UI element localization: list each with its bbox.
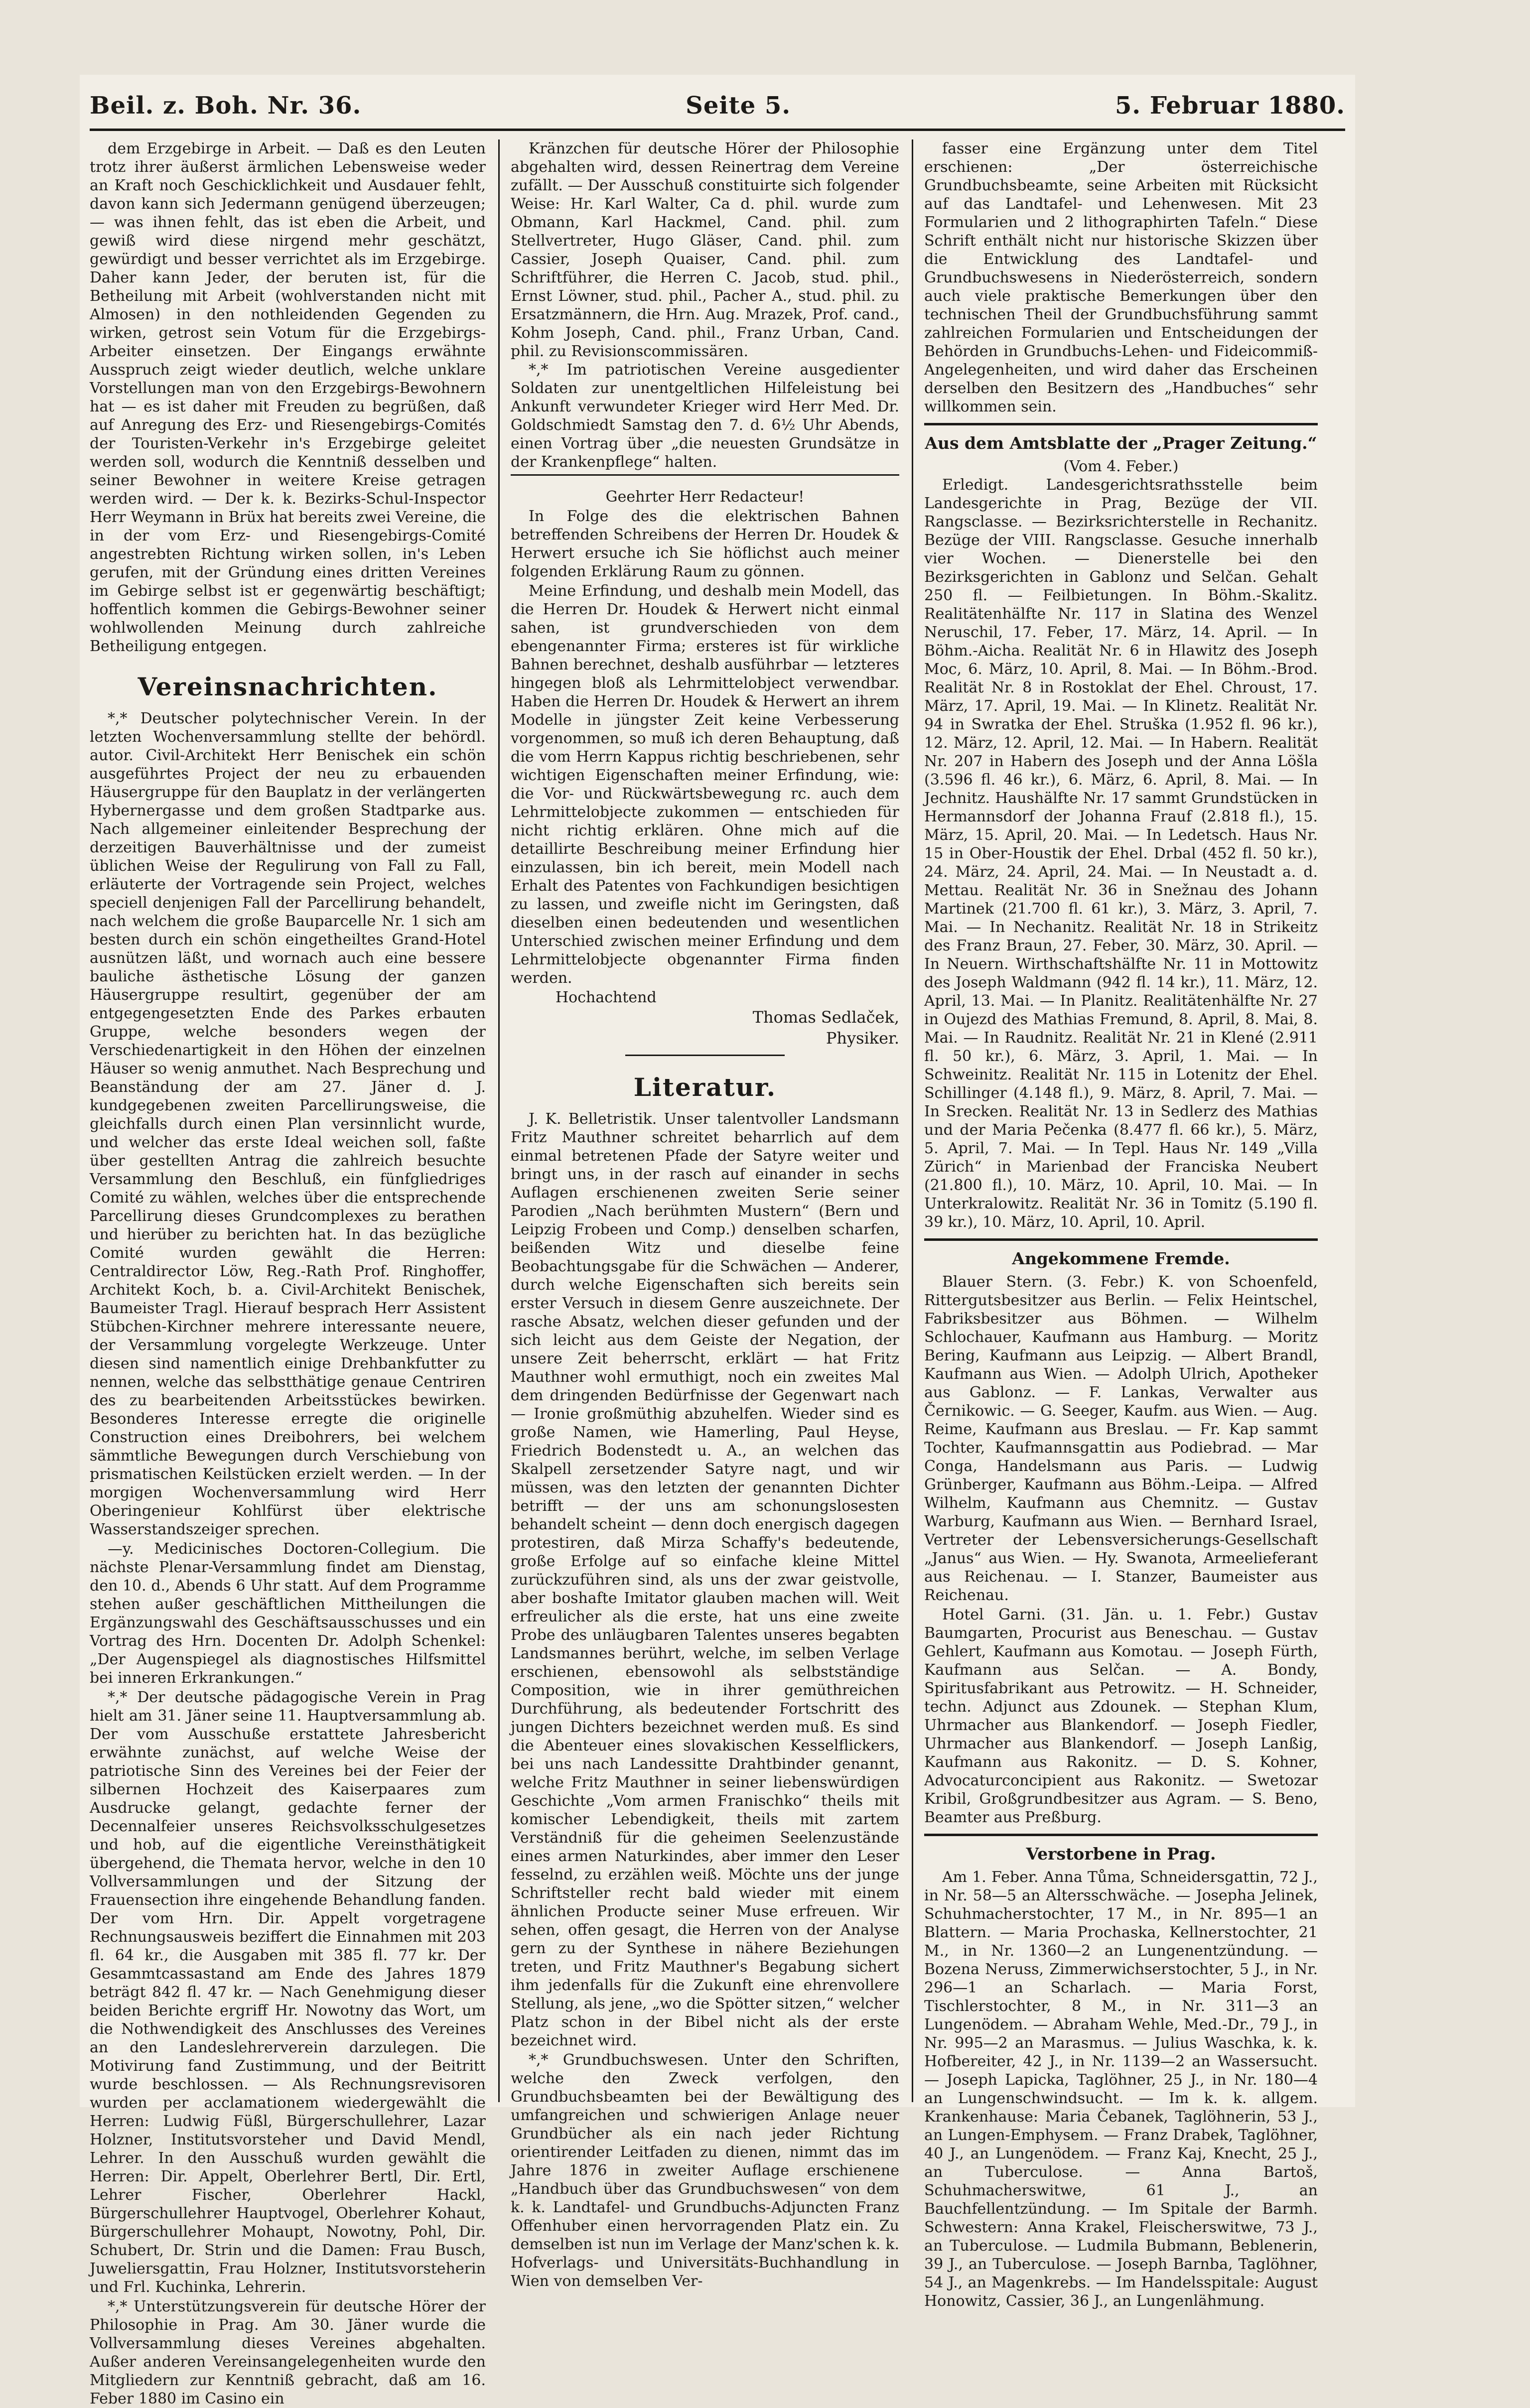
columns <box>90 139 1345 2408</box>
article-patriotischer-verein: *,* Im patriotischen Vereine ausgedienter Soldaten zur unentgeltlichen Hilfeleistung bei Ankunft verwundeter Krieger wird Herr Med. Dr. Goldschmiedt Samstag den 7. d. 6½ Uhr Abends, einen Vortrag über „die neuesten Grundsätze in der Krankenpflege“ halten. <box>511 361 899 471</box>
notice-patriotischer-verein <box>511 361 899 476</box>
letter-paragraph-2: Meine Erfindung, und deshalb mein Modell, das die Herren Dr. Houdek & Herwert nicht einmal sahen, ist grundverschieden von dem ebengenannter Firma; ersteres ist für wirkliche Bahnen berechnet, deshalb ausführbar — letzteres hingegen bloß als Lehrmittelobject verwendbar. Haben die Herren Dr. Houdek & Herwert an ihrem Modelle in jüngster Zeit keine Verbesserung vorgenommen, so muß ich deren Behauptung, daß die vom Herrn Kappus richtig beschriebenen, sehr wichtigen Eigenschaften meiner Erfindung, wie: die Vor- und Rückwärtsbewegung rc. auch dem Lehrmittelobjecte zukommen — entschieden für nicht richtig erklären. Ohne mich auf die detaillirte Beschreibung meiner Erfindung hier einzulassen, bin ich bereit, mein Modell nach Erhalt des Patentes von Fachkundigen besichtigen zu lassen, und zweifle nicht im Geringsten, daß dieselben einen bedeutenden und wesentlichen Unterschied zwischen meiner Erfindung und dem Lehrmittelobjecte obgenannter Firma finden werden. <box>511 582 899 987</box>
column-2 <box>511 139 899 2290</box>
divider <box>924 1834 1318 1836</box>
letter-paragraph-1: In Folge des die elektrischen Bahnen betreffenden Schreibens der Herren Dr. Houdek & Herwert ersuche ich Sie höflichst auch meiner folgenden Erklärung Raum zu gönnen. <box>511 508 899 580</box>
divider <box>924 1238 1318 1241</box>
article-kraenzchen: Kränzchen für deutsche Hörer der Philosophie abgehalten wird, dessen Reinertrag dem Vereine zufällt. — Der Ausschuß constituirte sich folgender Weise: Hr. Karl Walter, Ca d. phil. wurde zum Obmann, Karl Hackmel, Cand. phil. zum Stellvertreter, Hugo Gläser, Cand. phil. zum Cassier, Joseph Quaiser, Cand. phil. zum Schriftführer, die Herren C. Jacob, stud. phil., Ernst Löwner, stud. phil., Pacher A., stud. phil. zu Ersatzmännern, die Hrn. Aug. Mrazek, Prof. cand., Kohm Joseph, Cand. phil., Franz Urban, Cand. phil. zu Revisionscommissären. <box>511 140 899 360</box>
column-3 <box>924 139 1318 2310</box>
header-page-number: Seite 5. <box>686 92 791 120</box>
article-doctoren-collegium: —y. Medicinisches Doctoren-Collegium. Die nächste Plenar-Versammlung findet am Dienstag, den 10. d., Abends 6 Uhr statt. Auf dem Programme stehen außer geschäftlichen Mittheilungen die Ergänzungswahl des Geschäftsausschusses und ein Vortrag des Hrn. Docenten Dr. Adolph Schenkel: „Der Augenspiegel als diagnostisches Hilfsmittel bei inneren Erkrankungen.“ <box>90 1540 486 1687</box>
section-title-amtsblatt: Aus dem Amtsblatte der „Prager Zeitung.“ <box>925 433 1317 453</box>
letter-closing: Hochachtend <box>556 989 657 1006</box>
divider <box>924 423 1318 425</box>
article-polytechnischer-verein: *,* Deutscher polytechnischer Verein. In der letzten Wochenversammlung stellte der behördl. autor. Civil-Architekt Herr Benischek ein schön ausgeführtes Project der neu zu erbauenden Häusergruppe für den Bauplatz in der verlängerten Hybernergasse und dem großen Stadtparke aus. Nach allgemeiner einleitender Besprechung der derzeitigen Bauverhältnisse und der zumeist üblichen Weise der Regulirung von Fall zu Fall, erläuterte der Vortragende sein Project, welches speciell denjenigen Fall der Parcellirung behandelt, nach welchem die große Bauparcelle Nr. 1 sich am besten durch ein schön eingetheiltes Grand-Hotel ausnützen läßt, und wornach auch eine bessere bauliche ästhetische Lösung der ganzen Häusergruppe resultirt, gegenüber der am entgegengesetzten Ende des Parkes erbauten Gruppe, welche besonders wegen der Verschiedenartigkeit in den Höhen der einzelnen Häuser so wenig anmuthet. Nach Besprechung und Beanständung der am 27. Jäner d. J. kundgegebenen zweiten Parcellirungsweise, die gleichfalls durch einen Plan versinnlicht wurde, und welcher das erste Ideal weichen soll, faßte über gestellten Antrag die zahlreich besuchte Versammlung den Beschluß, ein fünfgliedriges Comité zu wählen, welches über die entsprechende Parcellirung dieses Grundcomplexes zu berathen und hierüber zu berichten hat. In das bezügliche Comité wurden gewählt die Herren: Centraldirector Löw, Reg.-Rath Prof. Ringhoffer, Architekt Koch, b. a. Civil-Architekt Benischek, Baumeister Tragl. Hierauf besprach Herr Assistent Stübchen-Kirchner mehrere interessante neuere, der Versammlung vorgelegte Werkzeuge. Unter diesen sind namentlich einige Drehbankfutter zu nennen, welche das selbstthätige genaue Centriren des zu bearbeitenden Arbeitsstückes bewirken. Besonderes Interesse erregte die originelle Construction eines Dreibohrers, bei welchem sämmtliche Bewegungen durch Verschiebung von prismatischen Keilstücken erzielt werden. — In der morgigen Wochenversammlung wird Herr Oberingenieur Kohlfürst über elektrische Wasserstandszeiger sprechen. <box>90 710 486 1538</box>
column-divider-2 <box>912 139 913 2102</box>
page-header <box>90 75 1345 120</box>
letter-signature-title: Physiker. <box>826 1029 899 1048</box>
header-issue: Beil. z. Boh. Nr. 36. <box>90 92 362 120</box>
column-1 <box>90 139 486 2408</box>
letter-salutation: Geehrter Herr Redacteur! <box>605 488 805 506</box>
header-rule <box>90 129 1345 131</box>
article-paedagogischer-verein: *,* Der deutsche pädagogische Verein in Prag hielt am 31. Jäner seine 11. Hauptversammlung ab. Der vom Ausschuße erstattete Jahresbericht erwähnte zunächst, auf welche Weise der patriotische Sinn des Vereines bei der Feier der silbernen Hochzeit des Kaiserpaares zum Ausdrucke gelangt, gedachte ferner der Decennalfeier unseres Reichsvolksschulgesetzes und hob, auf die eigentliche Vereinsthätigkeit übergehend, die Themata hervor, welche in den 10 Vollversammlungen und der Sitzung der Frauensection ihre eingehende Behandlung fanden. Der vom Hrn. Dir. Appelt vorgetragene Rechnungsausweis beziffert die Einnahmen mit 203 fl. 64 kr., die Ausgaben mit 385 fl. 77 kr. Der Gesammtcassastand am Ende des Jahres 1879 beträgt 842 fl. 47 kr. — Nach Genehmigung dieser beiden Berichte ergriff Hr. Nowotny das Wort, um die Nothwendigkeit des Anschlusses des Vereines an den Landeslehrerverein darzulegen. Die Motivirung fand Zustimmung, und der Beitritt wurde beschlossen. — Als Rechnungsrevisoren wurden per acclamationem wiedergewählt die Herren: Ludwig Füßl, Bürgerschullehrer, Lazar Holzner, Institutsvorsteher und David Mendl, Lehrer. In den Ausschuß wurden gewählt die Herren: Dir. Appelt, Oberlehrer Bertl, Dir. Ertl, Lehrer Fischer, Oberlehrer Hackl, Bürgerschullehrer Hauptvogel, Oberlehrer Kohaut, Bürgerschullehrer Mohaupt, Nowotny, Pohl, Dir. Schubert, Dr. Strin und die Damen: Frau Busch, Juweliersgattin, Frau Holzner, Institutsvorsteherin und Frl. Kuchinka, Lehrerin. <box>90 1689 486 2296</box>
header-date: 5. Februar 1880. <box>1115 92 1345 120</box>
article-blauer-stern: Blauer Stern. (3. Febr.) K. von Schoenfeld, Rittergutsbesitzer aus Berlin. — Felix Heintschel, Fabriksbesitzer aus Böhmen. — Wilhelm Schlochauer, Kaufmann aus Hamburg. — Moritz Bering, Kaufmann aus Leipzig. — Albert Brandl, Kaufmann aus Wien. — Adolph Ulrich, Apotheker aus Gablonz. — F. Lankas, Verwalter aus Černikowic. — G. Seeger, Kaufm. aus Wien. — Aug. Reime, Kaufmann aus Breslau. — Fr. Kap sammt Tochter, Kaufmannsgattin aus Podiebrad. — Mar Conga, Handelsmann aus Paris. — Ludwig Grünberger, Kaufmann aus Böhm.-Leipa. — Alfred Wilhelm, Kaufmann aus Chemnitz. — Gustav Warburg, Kaufmann aus Wien. — Bernhard Israel, Vertreter der Lebensversicherungs-Gesellschaft „Janus“ aus Wien. — Hy. Swanota, Armeelieferant aus Reichenau. — I. Stanzer, Baumeister aus Reichenau. <box>924 1273 1318 1604</box>
newspaper-page <box>80 75 1355 2408</box>
section-title-vereinsnachrichten: Vereinsnachrichten. <box>138 672 438 701</box>
amtsblatt-date: (Vom 4. Feber.) <box>1063 458 1179 475</box>
article-hotel-garni: Hotel Garni. (31. Jän. u. 1. Febr.) Gustav Baumgarten, Procurist aus Beneschau. — Gustav Gehlert, Kaufmann aus Komotau. — Joseph Fürth, Kaufmann aus Selčan. — A. Bondy, Spiritusfabrikant aus Petrowitz. — H. Schneider, techn. Adjunct aus Zdounek. — Stephan Klum, Uhrmacher aus Blankendorf. — Joseph Fiedler, Uhrmacher aus Blankendorf. — Joseph Lanßig, Kaufmann aus Rakonitz. — D. S. Kohner, Advocaturconcipient aus Rakonitz. — Swetozar Kribil, Großgrundbesitzer aus Agram. — S. Beno, Beamter aus Preßburg. <box>924 1606 1318 1826</box>
section-title-literatur: Literatur. <box>633 1072 777 1102</box>
article-grundbuchswesen: *,* Grundbuchswesen. Unter den Schriften, welche den Zweck verfolgen, den Grundbuchsbeamten bei der Bewältigung des umfangreichen und schwierigen Anlage neuer Grundbücher als ein nach jeder Richtung orientirender Leitfaden zu dienen, nimmt das im Jahre 1876 in zweiter Auflage erschienene „Handbuch über das Grundbuchswesen“ von dem k. k. Landtafel- und Grundbuchs-Adjuncten Franz Offenhuber einen hervorragenden Platz ein. Zu demselben ist nun im Verlage der Manz'schen k. k. Hofverlags- und Universitäts-Buchhandlung in Wien von demselben Ver- <box>511 2051 899 2290</box>
article-grundbuchswesen-cont: fasser eine Ergänzung unter dem Titel erschienen: „Der österreichische Grundbuchsbeamte, seine Arbeiten mit Rücksicht auf das Landtafel- und Lehenwesen. Mit 23 Formularien und 2 lithographirten Tafeln.“ Diese Schrift enthält nicht nur historische Skizzen über die Entwicklung des Landtafel- und Grundbuchswesens in Niederösterreich, sondern auch viele praktische Bemerkungen über den technischen Theil der Grundbuchsführung sammt zahlreichen Formularien und Entscheidungen der Behörden in Grundbuchs-Lehen- und Fideicommiß-Angelegenheiten, und wird daher das Erscheinen derselben den Besitzern des „Handbuches“ sehr willkommen sein. <box>924 140 1318 415</box>
letter-signature: Thomas Sedlaček, <box>752 1008 899 1027</box>
column-divider-1 <box>498 139 500 2102</box>
article-amtsblatt: Erledigt. Landesgerichtsrathsstelle beim Landesgerichte in Prag, Bezüge der VII. Rangsclasse. — Bezirksrichterstelle in Rechanitz. Bezüge der VIII. Rangsclasse. Gesuche innerhalb vier Wochen. — Dienerstelle bei den Bezirksgerichten in Gablonz und Selčan. Gehalt 250 fl. — Feilbietungen. In Böhm.-Skalitz. Realitätenhälfte Nr. 117 in Slatina des Wenzel Neruschil, 17. Feber, 17. März, 14. April. — In Böhm.-Aicha. Realität Nr. 6 in Hlawitz des Joseph Moc, 6. März, 10. April, 8. Mai. — In Böhm.-Brod. Realität Nr. 8 in Rostoklat der Ehel. Chroust, 17. März, 17. April, 19. Mai. — In Klinetz. Realität Nr. 94 in Swratka der Ehel. Struška (1.952 fl. 96 kr.), 12. März, 12. April, 12. Mai. — In Habern. Realität Nr. 207 in Habern des Joseph und der Anna Löšla (3.596 fl. 46 kr.), 6. März, 6. April, 8. Mai. — In Jechnitz. Haushälfte Nr. 17 sammt Grundstücken in Hermannsdorf der Johanna Frauf (2.818 fl.), 15. März, 15. April, 20. Mai. — In Ledetsch. Haus Nr. 15 in Ober-Houstik der Ehel. Drbal (452 fl. 50 kr.), 24. März, 24. April, 24. Mai. — In Neustadt a. d. Mettau. Realität Nr. 36 in Snežnau des Johann Martinek (21.700 fl. 61 kr.), 3. März, 3. April, 7. Mai. — In Nechanitz. Realität Nr. 18 in Strikeitz des Franz Braun, 27. Feber, 30. März, 30. April. — In Neuern. Wirthschaftshälfte Nr. 11 in Mottowitz des Joseph Waldmann (942 fl. 14 kr.), 11. März, 12. April, 13. Mai. — In Planitz. Realitätenhälfte Nr. 27 in Oujezd des Mathias Fremund, 8. April, 8. Mai, 8. Mai. — In Raudnitz. Realität Nr. 21 in Klené (2.911 fl. 50 kr.), 6. März, 3. April, 1. Mai. — In Schweinitz. Realität Nr. 115 in Lotenitz der Ehel. Schillinger (4.148 fl.), 9. März, 8. April, 7. Mai. — In Srecken. Realität Nr. 13 in Sedlerz des Mathias und der Maria Pečenka (8.477 fl. 66 kr.), 5. März, 5. April, 7. Mai. — In Tepl. Haus Nr. 149 „Villa Zürich“ in Marienbad der Franciska Neubert (21.800 fl.), 10. März, 10. April, 10. Mai. — In Unterkralowitz. Realität Nr. 36 in Tomitz (5.190 fl. 39 kr.), 10. März, 10. April, 10. April. <box>924 476 1318 1231</box>
article-unterstuetzungsverein: *,* Unterstützungsverein für deutsche Hörer der Philosophie in Prag. Am 30. Jäner wurde die Vollversammlung dieses Vereines abgehalten. Außer anderen Vereinsangelegenheiten wurde den Mitgliedern zur Kenntniß gebracht, daß am 16. Feber 1880 im Casino ein <box>90 2298 486 2408</box>
article-verstorbene: Am 1. Feber. Anna Tůma, Schneidersgattin, 72 J., in Nr. 58—5 an Altersschwäche. — Josepha Jelinek, Schuhmacherstochter, 17 M., in Nr. 895—1 an Blattern. — Maria Prochaska, Kellnerstochter, 21 M., in Nr. 1360—2 an Lungenentzündung. — Bozena Neruss, Zimmerwichserstochter, 5 J., in Nr. 296—1 an Scharlach. — Maria Forst, Tischlerstochter, 8 M., in Nr. 311—3 an Lungenödem. — Abraham Wehle, Med.-Dr., 79 J., in Nr. 995—2 an Marasmus. — Julius Waschka, k. k. Hofbereiter, 42 J., in Nr. 1139—2 an Wassersucht. — Joseph Lapicka, Taglöhner, 25 J., in Nr. 180—4 an Lungenschwindsucht. — Im k. k. allgem. Krankenhause: Maria Čebanek, Taglöhnerin, 53 J., an Lungen-Emphysem. — Franz Drabek, Taglöhner, 40 J., an Lungenödem. — Franz Kaj, Knecht, 25 J., an Tuberculose. — Anna Bartoš, Schuhmacherswitwe, 61 J., an Bauchfellentzündung. — Im Spitale der Barmh. Schwestern: Anna Krakel, Fleischerswitwe, 73 J., an Tuberculose. — Ludmila Bubmann, Beblenerin, 39 J., an Tuberculose. — Joseph Barnba, Taglöhner, 54 J., an Magenkrebs. — Im Handelsspitale: August Honowitz, Cassier, 36 J., an Lungenlähmung. <box>924 1869 1318 2310</box>
section-title-verstorbene: Verstorbene in Prag. <box>1026 1844 1216 1864</box>
section-title-angekommene-fremde: Angekommene Fremde. <box>1012 1249 1230 1268</box>
divider <box>625 1055 785 1056</box>
article-belletristik: J. K. Belletristik. Unser talentvoller Landsmann Fritz Mauthner schreitet beharrlich auf dem einmal betretenen Pfade der Satyre weiter und bringt uns, in der rasch auf einander in sechs Auflagen erschienenen zweiten Serie seiner Parodien „Nach berühmten Mustern“ (Bern und Leipzig Frobeen und Comp.) denselben scharfen, beißenden Witz und dieselbe feine Beobachtungsgabe für die Schwächen — Anderer, durch welche Eigenschaften sich bereits sein erster Versuch in diesem Genre auszeichnete. Der rasche Absatz, welchen dieser gefunden und der sich leicht aus dem Geiste der Negation, der unsere Zeit beherrscht, erklärt — hat Fritz Mauthner wohl ermuthigt, noch ein zweites Mal dem dringenden Bedürfnisse der Gegenwart nach — Ironie großmüthig abzuhelfen. Wieder sind es große Namen, wie Hamerling, Paul Heyse, Friedrich Bodenstedt u. A., an welchen das Skalpell zersetzender Satyre nagt, und wir müssen, was den letzten der genannten Dichter betrifft — der uns am schonungslosesten behandelt scheint — denn doch energisch dagegen protestiren, daß Mirza Schaffy's bedeutende, große Erfolge auf so einfache kleine Mittel zurückzuführen sind, als uns der zwar geistvolle, aber boshafte Imitator glauben machen will. Weit erfreulicher als die erste, hat uns eine zweite Probe des unläugbaren Talentes unseres begabten Landsmannes berührt, welche, im selben Verlage erschienen, ebensowohl als selbstständige Composition, wie in ihrer gemüthreichen Durchführung, als bedeutender Fortschritt des jungen Dichters bezeichnet werden muß. Es sind die Abenteuer eines slovakischen Kesselflickers, bei uns nach Landessitte Drahtbinder genannt, welche Fritz Mauthner in seiner liebenswürdigen Geschichte „Vom armen Franischko“ theils mit komischer Lebendigkeit, theils mit zartem Verständniß für die geheimen Seelenzustände eines armen Naturkindes, aber immer den Leser fesselnd, zu erzählen weiß. Möchte uns der junge Schriftsteller recht bald wieder mit einem ähnlichen Producte seiner Muse erfreuen. Wir sehen, offen gesagt, die Herren von der Analyse gern zu der Synthese in nähere Beziehungen treten, und Fritz Mauthner's Begabung sichert ihm jedenfalls für die Zukunft eine ehrenvollere Stellung, als jene, „wo die Spötter sitzen,“ welcher Platz schon in der Bibel nicht als der erste bezeichnet wird. <box>511 1110 899 2049</box>
article-erzgebirge: dem Erzgebirge in Arbeit. — Daß es den Leuten trotz ihrer äußerst ärmlichen Lebensweise weder an Kraft noch Geschicklichkeit und Ausdauer fehlt, davon kann sich Jedermann genügend überzeugen; — was ihnen fehlt, das ist eben die Arbeit, und gewiß wird diese nirgend mehr geschätzt, gewürdigt und besser verrichtet als im Erzgebirge. Daher kann Jeder, der beruten ist, für die Betheilung mit Arbeit (wohlverstanden nicht mit Almosen) in den nothleidenden Gegenden zu wirken, getrost sein Votum für die Erzgebirgs-Arbeiter einsetzen. Der Eingangs erwähnte Ausspruch zeigt wieder deutlich, welche unklare Vorstellungen man von den Erzgebirgs-Bewohnern hat — es ist daher mit Freuden zu begrüßen, daß auf Anregung des Erz- und Riesengebirgs-Comités der Touristen-Verkehr in's Erzgebirge geleitet werden soll, wodurch die Kenntniß desselben und seiner Bewohner in weitere Kreise getragen werden wird. — Der k. k. Bezirks-Schul-Inspector Herr Weymann in Brüx hat bereits zwei Vereine, die in der vom Erz- und Riesengebirgs-Comité angestrebten Richtung wirken sollen, in's Leben gerufen, mit der Gründung eines dritten Vereines im Gebirge selbst ist er gegenwärtig beschäftigt; hoffentlich kommen die Gebirgs-Bewohner seiner wohlwollenden Meinung durch zahlreiche Betheiligung entgegen. <box>90 140 486 655</box>
